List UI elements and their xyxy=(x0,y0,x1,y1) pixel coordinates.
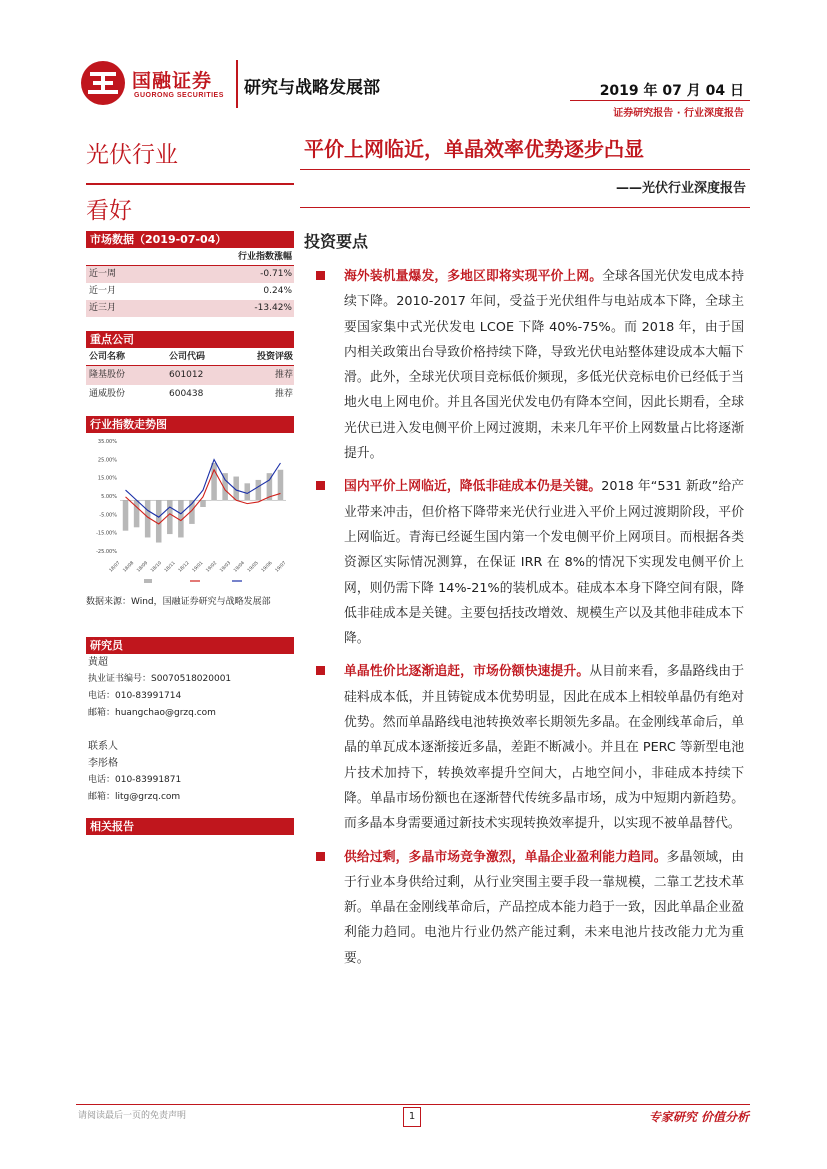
key-point-body: 从目前来看，多晶路线由于硅料成本低，并且铸锭成本优势明显，因此在成本上相较单晶仍有绝对优势。然而单晶路线电池转换效率长期领先多晶。在金刚线革命后，单晶的单瓦成本逐渐接近多晶，差距不断减小。并且在 PERC 等新型电池片技术加持下，转换效率提升空间大，占地空间小，非硅成本持续下降。单晶市场份额也在逐渐替代传统多晶市场，成为中短期内新趋势。而多晶本身需要通过新技术实现转换效率提升，以实现不被单晶替代。 xyxy=(344,664,745,832)
x-tick-label: 18/07 xyxy=(108,560,122,574)
logo-name-cn: 国融证券 xyxy=(132,70,213,92)
contact-label: 联系人 xyxy=(88,741,118,752)
contact-name: 李彤格 xyxy=(88,758,118,769)
company-code: 601012 xyxy=(169,370,204,380)
x-tick-label: 19/07 xyxy=(274,560,288,574)
market-period: 近一月 xyxy=(89,286,117,296)
guorong-logo-icon xyxy=(80,60,126,106)
contact-phone: 电话：010-83991871 xyxy=(88,775,182,785)
x-tick-label: 19/05 xyxy=(247,560,260,574)
company-rating: 推荐 xyxy=(274,370,293,380)
analyst-title: 研究员 xyxy=(86,637,294,654)
index-trend-chart xyxy=(86,433,294,589)
report-header xyxy=(76,58,750,118)
market-data-title: 市场数据（2019-07-04） xyxy=(86,231,294,248)
report-title: 平价上网临近，单晶效率优势逐步凸显 xyxy=(300,130,750,170)
x-tick-label: 19/02 xyxy=(205,560,219,574)
y-tick-label: 35.00% xyxy=(97,439,117,445)
x-tick-label: 18/09 xyxy=(136,560,150,574)
market-period: 近一周 xyxy=(89,269,117,279)
y-tick-label: 5.00% xyxy=(101,494,117,500)
market-period: 近三月 xyxy=(89,303,117,313)
industry-name: 光伏行业 xyxy=(86,130,294,185)
chart-bar xyxy=(134,500,140,527)
page-number: 1 xyxy=(403,1107,421,1127)
bullet-square-icon xyxy=(316,666,325,675)
analyst-info xyxy=(86,654,294,806)
index-trend-title: 行业指数走势图 xyxy=(86,416,294,433)
analyst-phone: 电话：010-83991714 xyxy=(88,691,182,701)
chart-bar xyxy=(156,500,162,542)
x-tick-label: 18/12 xyxy=(177,560,191,574)
report-subtitle: ——光伏行业深度报告 xyxy=(300,170,750,208)
company-name: 隆基股份 xyxy=(89,370,126,380)
key-point-lead: 单晶性价比逐渐追赶，市场份额快速提升。 xyxy=(344,664,590,680)
data-source: 数据来源：Wind，国融证券研究与战略发展部 xyxy=(86,597,271,607)
key-point xyxy=(300,659,750,836)
company-code: 600438 xyxy=(169,389,204,399)
bullet-square-icon xyxy=(316,852,325,861)
header-rule xyxy=(570,100,750,101)
chart-bar xyxy=(167,500,173,534)
market-row xyxy=(86,283,294,300)
bullet-square-icon xyxy=(316,271,325,280)
company-rating: 推荐 xyxy=(274,389,293,399)
company-row xyxy=(86,385,294,404)
y-tick-label: 25.00% xyxy=(97,457,117,464)
x-tick-label: 18/10 xyxy=(150,560,163,574)
key-companies-title: 重点公司 xyxy=(86,331,294,348)
key-point-body: 全球各国光伏发电成本持续下降。2010-2017 年间，受益于光伏组件与电站成本下降，全球主要国家集中式光伏发电 LCOE 下降 40%-75%。而 2018 年，由于国内相关政策出台导致价格持续下降，导致光伏电站整体建设成本大幅下滑。此外，全球光伏项目竞标低价频现，多低光伏竞标电价已经低于当地火电上网电价。并且各国光伏发电仍有降本空间，因此长期看，全球光伏已进入发电侧平价上网过渡期，未来几年平价上网数量占比将逐渐提升。 xyxy=(344,269,745,462)
report-date: 2019 年 07 月 04 日 xyxy=(599,83,744,99)
market-row xyxy=(86,266,294,283)
logo-divider xyxy=(236,60,238,108)
company-name: 通威股份 xyxy=(89,389,126,399)
industry-rating: 看好 xyxy=(86,198,132,224)
market-value: -13.42% xyxy=(254,303,292,313)
related-reports-title[interactable]: 相关报告 xyxy=(86,818,294,835)
y-tick-label: 15.00% xyxy=(97,475,117,482)
report-type: 证券研究报告 · 行业深度报告 xyxy=(613,108,744,119)
market-value: -0.71% xyxy=(260,269,292,279)
key-point xyxy=(300,264,750,466)
analyst-cert: 执业证书编号：S0070518020001 xyxy=(88,674,232,684)
col-company-code: 公司代码 xyxy=(169,352,206,362)
x-tick-label: 19/04 xyxy=(233,560,246,574)
col-rating: 投资评级 xyxy=(256,352,293,362)
main-content xyxy=(300,130,750,971)
key-point-lead: 国内平价上网临近，降低非硅成本仍是关键。 xyxy=(344,479,602,495)
company-row xyxy=(86,366,294,385)
y-tick-label: -15.00% xyxy=(96,530,117,537)
analyst-email[interactable]: 邮箱：huangchao@grzq.com xyxy=(88,708,216,718)
sidebar xyxy=(86,130,294,835)
market-value: 0.24% xyxy=(263,286,292,296)
logo-name-en: GUORONG SECURITIES xyxy=(134,92,224,99)
chart-bar xyxy=(278,470,284,500)
market-row xyxy=(86,300,294,317)
section-heading: 投资要点 xyxy=(304,232,369,251)
key-point-body: 多晶领域，由于行业本身供给过剩，从行业突围主要手段一靠规模，二靠工艺技术革新。单晶在金刚线革命后，产品控成本能力趋于一致，因此单晶企业盈利能力趋同。电池片行业仍然产能过剩，未来电池片技改能力尤为重要。 xyxy=(344,849,745,966)
x-tick-label: 18/08 xyxy=(122,560,136,574)
x-tick-label: 18/11 xyxy=(164,560,177,574)
department-name: 研究与战略发展部 xyxy=(244,78,380,98)
chart-bar xyxy=(200,500,206,507)
company-slogan: 专家研究 价值分析 xyxy=(648,1110,749,1124)
market-data-column: 行业指数涨幅 xyxy=(86,248,294,266)
y-tick-label: -25.00% xyxy=(96,549,117,555)
companies-header xyxy=(86,348,294,366)
key-point-lead: 海外装机量爆发，多地区即将实现平价上网。 xyxy=(344,269,603,284)
legend-swatch-bar xyxy=(144,579,152,583)
x-tick-label: 19/06 xyxy=(260,560,274,574)
key-point-body: 2018 年“531 新政”给产业带来冲击，但价格下降带来光伏行业进入平价上网过渡期阶段，平价上网临近。青海已经诞生国内第一个发电侧平价上网项目。而根据各类资源区实际情况测算，在保证 IRR 在 8%的情况下实现发电侧平价上网，则仍需下降 14%-21%的装机成本。硅成本本身下降空间有限，降低非硅成本是关键。主要包括技改增效、规模生产以及其他非硅成本下降。 xyxy=(344,479,744,647)
disclaimer-note: 请阅读最后一页的免责声明 xyxy=(78,1111,187,1121)
bullet-square-icon xyxy=(316,481,325,490)
x-tick-label: 19/03 xyxy=(219,560,233,574)
y-tick-label: -5.00% xyxy=(99,512,117,519)
chart-bar xyxy=(211,463,217,500)
x-tick-label: 19/01 xyxy=(191,560,205,574)
key-point xyxy=(300,474,750,651)
footer-rule xyxy=(76,1104,750,1105)
chart-bar xyxy=(256,480,262,500)
key-point xyxy=(300,845,750,971)
key-point-lead: 供给过剩，多晶市场竞争激烈，单晶企业盈利能力趋同。 xyxy=(344,849,667,865)
chart-bar xyxy=(123,500,129,530)
trend-chart-svg xyxy=(86,433,294,589)
col-company-name: 公司名称 xyxy=(89,352,126,362)
analyst-name: 黄超 xyxy=(88,657,108,668)
contact-email[interactable]: 邮箱：litg@grzq.com xyxy=(88,792,181,802)
